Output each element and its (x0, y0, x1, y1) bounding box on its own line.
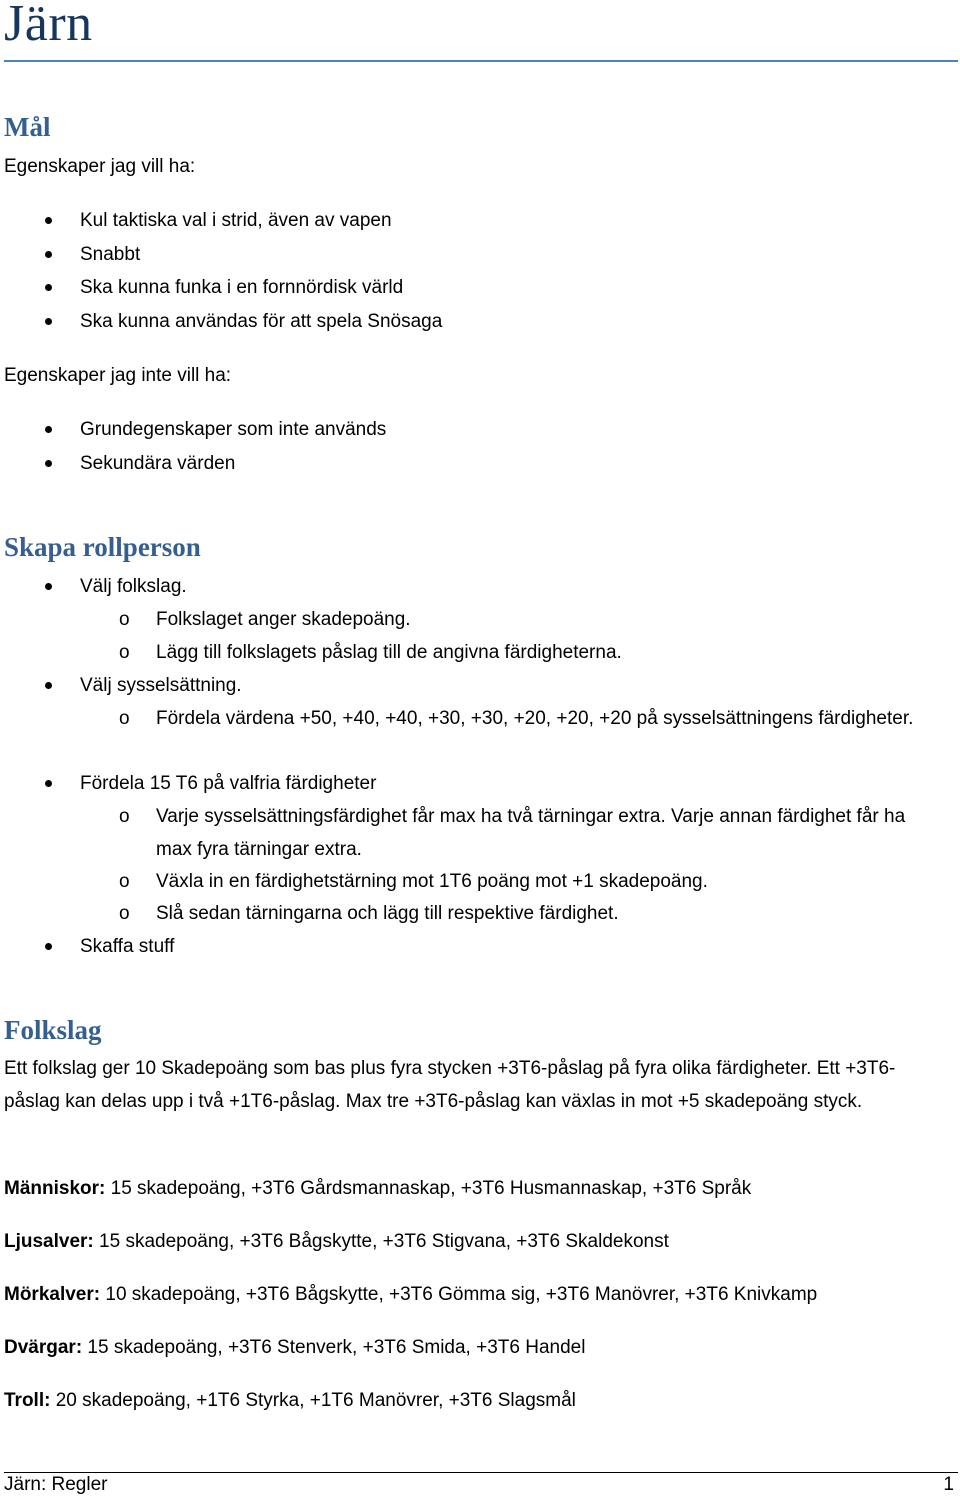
race-text: 15 skadepoäng, +3T6 Bågskytte, +3T6 Stigvana, +3T6 Skaldekonst (93, 1231, 669, 1252)
footer-rule (4, 1472, 958, 1473)
race-name: Mörkalver: (4, 1284, 101, 1305)
list-item: Välj sysselsättning. (80, 669, 242, 702)
race-row (4, 1225, 669, 1258)
race-name: Människor: (4, 1178, 106, 1199)
sub-list-item: o Växla in en färdighetstärning mot 1T6 poäng mot +1 skadepoäng. (156, 865, 946, 898)
race-text: 20 skadepoäng, +1T6 Styrka, +1T6 Manövrer, +3T6 Slagsmål (50, 1390, 576, 1411)
race-row (4, 1278, 817, 1311)
sub-list-item: o Varje sysselsättningsfärdighet får max ha två tärningar extra. Varje annan färdighet får ha max fyra tärningar extra. (156, 800, 946, 866)
document-title: Järn (4, 0, 93, 52)
list-item: Grundegenskaper som inte används (80, 413, 386, 446)
list-item: Ska kunna användas för att spela Snösaga (80, 305, 442, 338)
race-row (4, 1384, 576, 1417)
race-text: 15 skadepoäng, +3T6 Stenverk, +3T6 Smida, +3T6 Handel (82, 1337, 586, 1358)
race-row (4, 1331, 585, 1364)
title-rule (4, 60, 958, 62)
race-name: Troll: (4, 1390, 51, 1411)
heading-mal: Mål (4, 112, 51, 142)
footer-title: Järn: Regler (4, 1474, 108, 1495)
race-text: 10 skadepoäng, +3T6 Bågskytte, +3T6 Gömma sig, +3T6 Manövrer, +3T6 Knivkamp (100, 1284, 818, 1305)
folkslag-intro: Ett folkslag ger 10 Skadepoäng som bas plus fyra stycken +3T6-påslag på fyra olika färdigheter. Ett +3T6-påslag kan delas upp i två +1T6-påslag. Max tre +3T6-påslag kan växlas in mot +5 skadepoäng styck. (4, 1058, 896, 1112)
list-item: Välj folkslag. (80, 570, 187, 603)
sub-list-item: o Lägg till folkslagets påslag till de angivna färdigheterna. (156, 636, 946, 669)
heading-folkslag: Folkslag (4, 1015, 102, 1045)
sub-list-item: o Folkslaget anger skadepoäng. (156, 603, 946, 636)
page-number: 1 (943, 1474, 954, 1495)
list-item: Kul taktiska val i strid, även av vapen (80, 204, 392, 237)
want-label: Egenskaper jag vill ha: (4, 156, 196, 177)
heading-skapa-rollperson: Skapa rollperson (4, 532, 201, 562)
list-item: Skaffa stuff (80, 930, 174, 963)
sub-list-item: o Fördela värdena +50, +40, +40, +30, +30, +20, +20, +20 på sysselsättningens färdigheter. (156, 702, 946, 735)
race-text: 15 skadepoäng, +3T6 Gårdsmannaskap, +3T6 Husmannaskap, +3T6 Språk (105, 1178, 752, 1199)
sub-list-item: o Slå sedan tärningarna och lägg till respektive färdighet. (156, 897, 946, 930)
list-item: Sekundära värden (80, 447, 235, 480)
list-item: Fördela 15 T6 på valfria färdigheter (80, 767, 376, 800)
list-item: Snabbt (80, 238, 140, 271)
race-row (4, 1172, 751, 1205)
race-name: Ljusalver: (4, 1231, 94, 1252)
race-name: Dvärgar: (4, 1337, 83, 1358)
dontwant-label: Egenskaper jag inte vill ha: (4, 365, 232, 386)
list-item: Ska kunna funka i en fornnördisk värld (80, 271, 403, 304)
